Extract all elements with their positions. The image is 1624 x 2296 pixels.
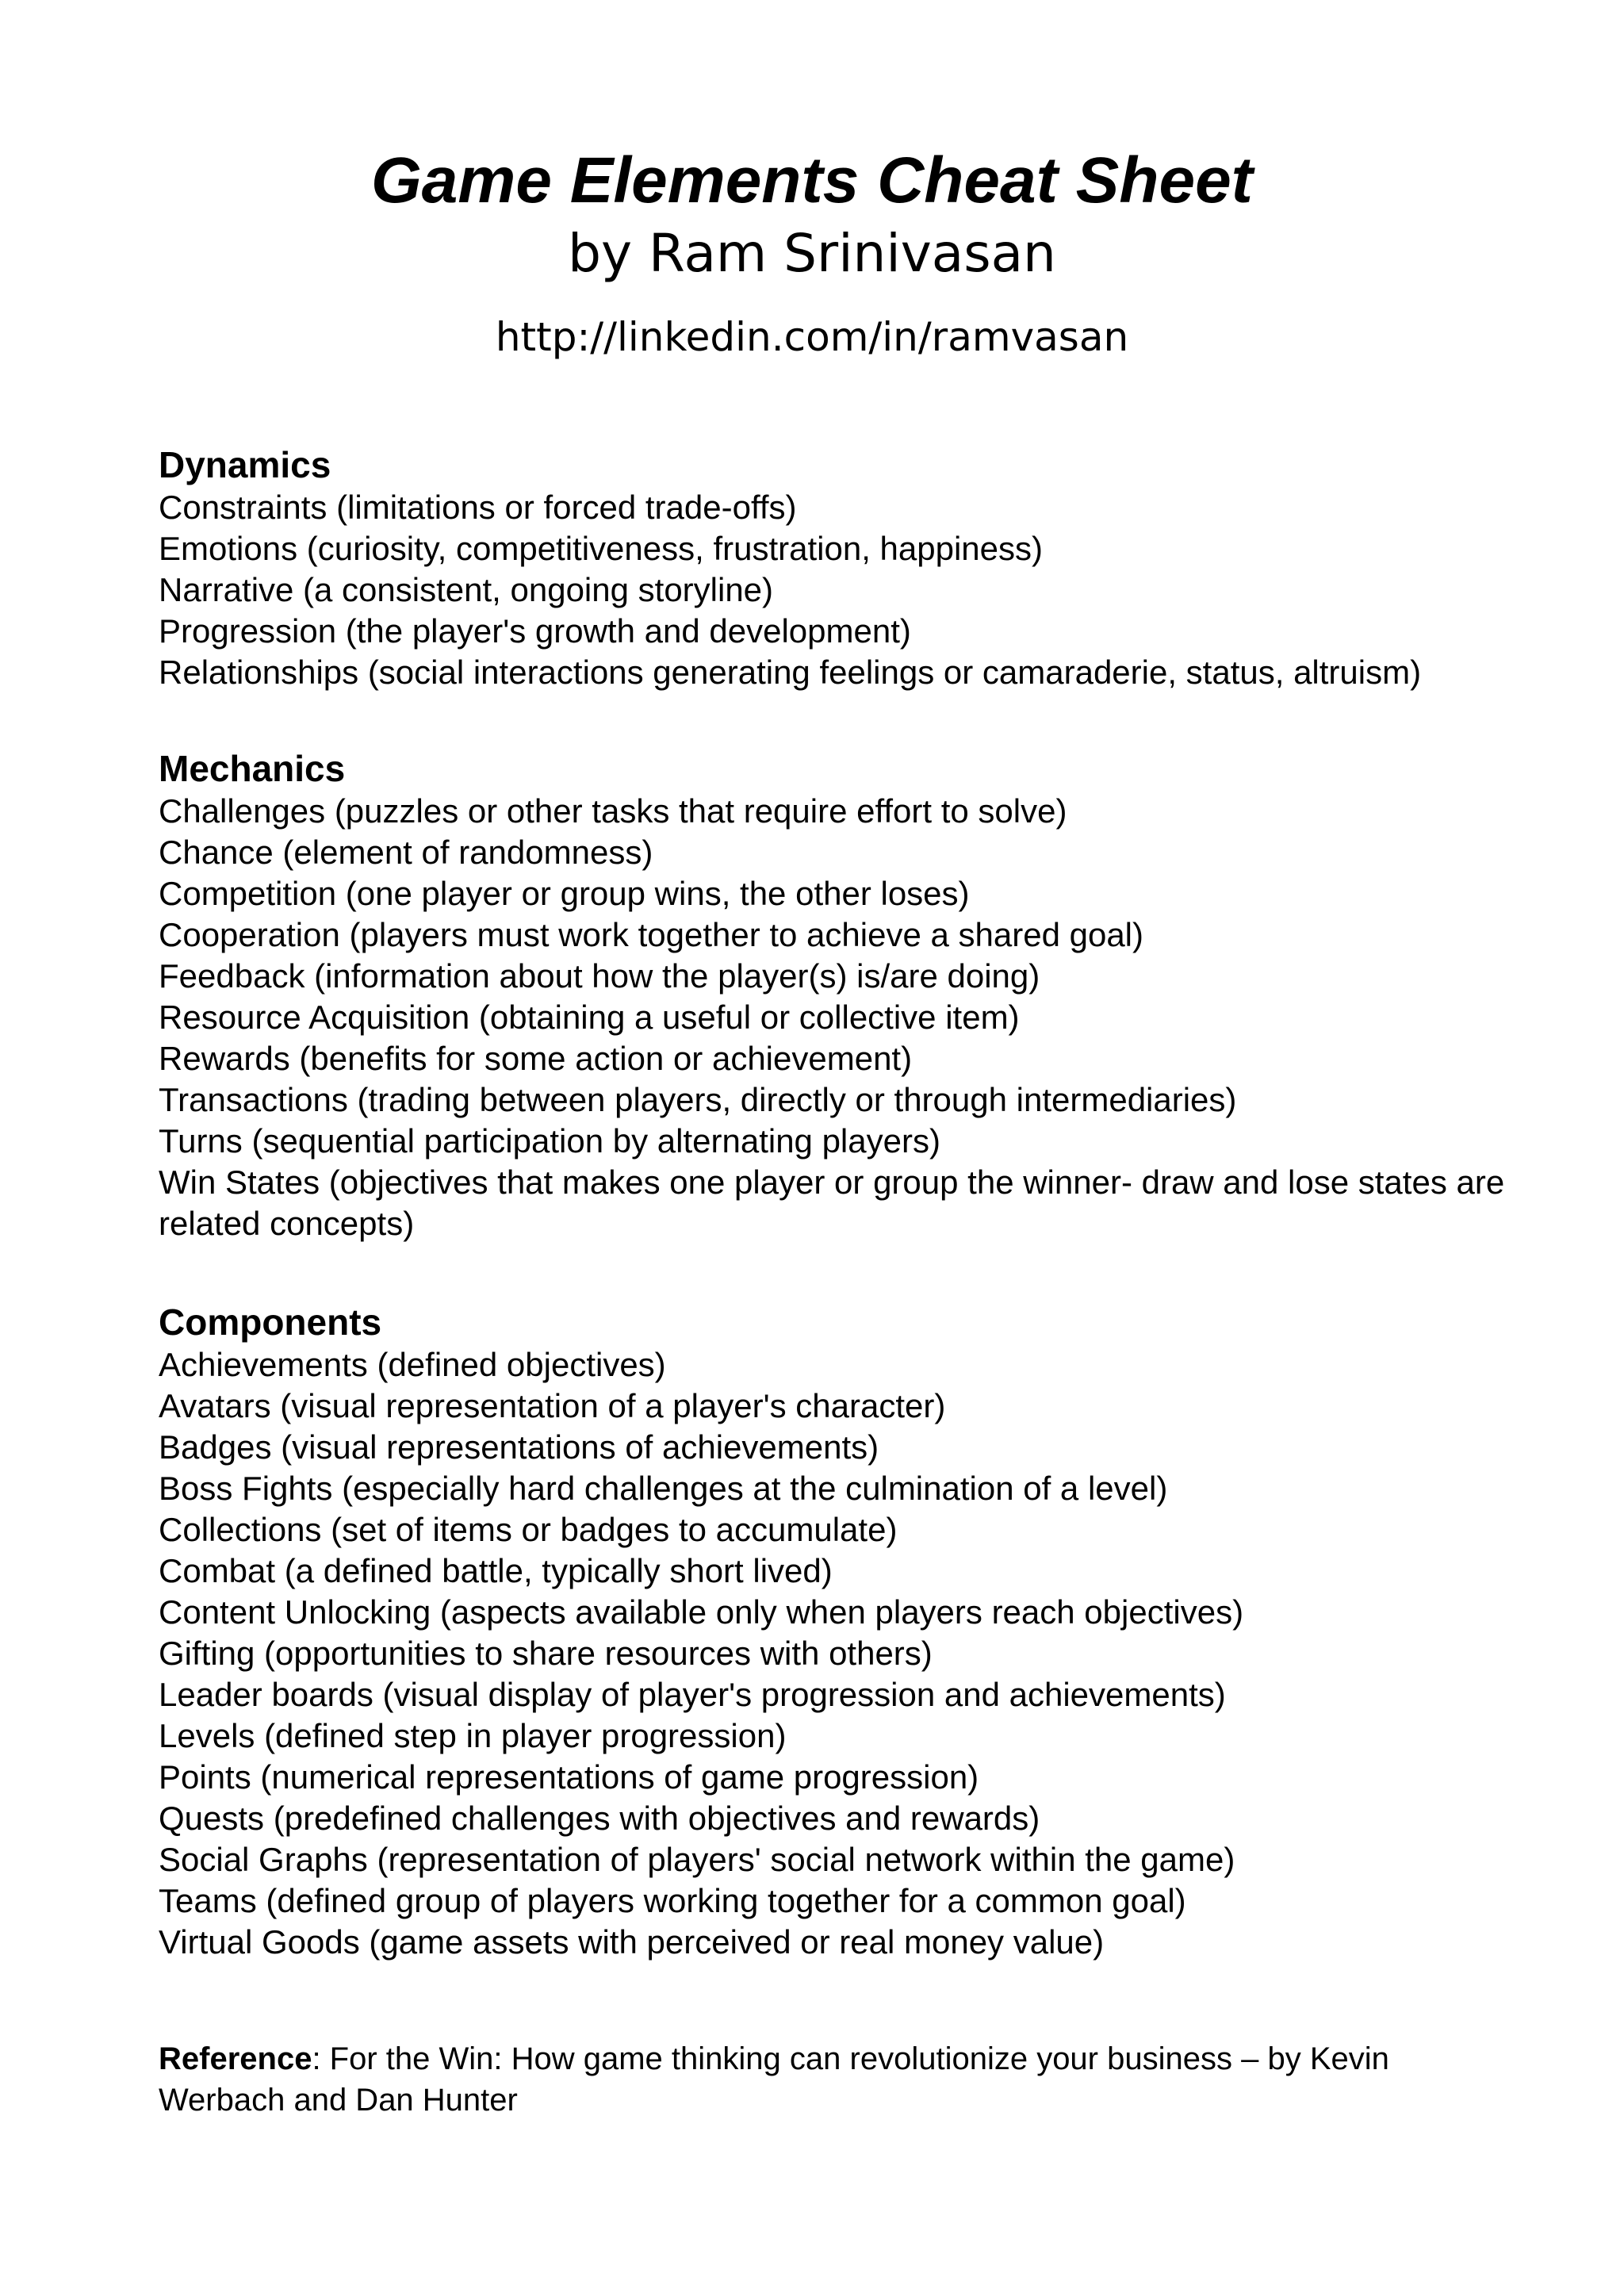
list-item: Win States (objectives that makes one player or group the winner- draw and lose states are related concepts) bbox=[159, 1163, 1505, 1242]
page-title: Game Elements Cheat Sheet bbox=[371, 144, 1253, 217]
section-list bbox=[159, 1344, 1522, 1963]
section-components bbox=[159, 1298, 1522, 1963]
section-list bbox=[159, 791, 1522, 1244]
section-mechanics bbox=[159, 745, 1522, 1244]
list-item: Achievements (defined objectives) bbox=[159, 1346, 666, 1383]
list-item: Feedback (information about how the player(s) is/are doing) bbox=[159, 957, 1040, 995]
section-dynamics bbox=[159, 441, 1522, 693]
author-url: http://linkedin.com/in/ramvasan bbox=[495, 314, 1129, 360]
list-item: Badges (visual representations of achievements) bbox=[159, 1428, 879, 1466]
reference-text: : For the Win: How game thinking can revolutionize your business – by Kevin Werbach and Dan Hunter bbox=[159, 2041, 1389, 2118]
list-item: Combat (a defined battle, typically short lived) bbox=[159, 1552, 833, 1589]
reference-note bbox=[159, 2038, 1507, 2121]
list-item: Emotions (curiosity, competitiveness, frustration, happiness) bbox=[159, 530, 1044, 567]
list-item: Resource Acquisition (obtaining a useful or collective item) bbox=[159, 999, 1020, 1036]
list-item: Challenges (puzzles or other tasks that require effort to solve) bbox=[159, 792, 1067, 830]
list-item: Collections (set of items or badges to accumulate) bbox=[159, 1511, 898, 1548]
list-item: Rewards (benefits for some action or achievement) bbox=[159, 1040, 913, 1077]
list-item: Chance (element of randomness) bbox=[159, 834, 653, 871]
list-item: Virtual Goods (game assets with perceived or real money value) bbox=[159, 1923, 1105, 1961]
list-item: Leader boards (visual display of player's progression and achievements) bbox=[159, 1676, 1226, 1713]
list-item: Transactions (trading between players, directly or through intermediaries) bbox=[159, 1081, 1237, 1118]
list-item: Narrative (a consistent, ongoing storyline) bbox=[159, 571, 774, 608]
list-item: Competition (one player or group wins, the other loses) bbox=[159, 875, 970, 912]
list-item: Avatars (visual representation of a player's character) bbox=[159, 1387, 946, 1424]
list-item: Gifting (opportunities to share resources with others) bbox=[159, 1635, 933, 1672]
section-list bbox=[159, 487, 1522, 693]
list-item: Points (numerical representations of game progression) bbox=[159, 1758, 979, 1796]
section-heading: Dynamics bbox=[159, 444, 331, 485]
list-item: Progression (the player's growth and development) bbox=[159, 612, 911, 650]
section-heading: Components bbox=[159, 1301, 382, 1343]
list-item: Constraints (limitations or forced trade-offs) bbox=[159, 489, 797, 526]
list-item: Boss Fights (especially hard challenges at the culmination of a level) bbox=[159, 1470, 1168, 1507]
list-item: Content Unlocking (aspects available only when players reach objectives) bbox=[159, 1593, 1244, 1631]
list-item: Teams (defined group of players working together for a common goal) bbox=[159, 1882, 1186, 1919]
author-byline: by Ram Srinivasan bbox=[568, 223, 1056, 284]
list-item: Turns (sequential participation by alternating players) bbox=[159, 1122, 940, 1159]
list-item: Social Graphs (representation of players' social network within the game) bbox=[159, 1841, 1235, 1878]
list-item: Levels (defined step in player progression) bbox=[159, 1717, 787, 1754]
section-heading: Mechanics bbox=[159, 748, 346, 789]
list-item: Quests (predefined challenges with objectives and rewards) bbox=[159, 1800, 1040, 1837]
list-item: Relationships (social interactions generating feelings or camaraderie, status, altruism) bbox=[159, 654, 1422, 691]
list-item: Cooperation (players must work together to achieve a shared goal) bbox=[159, 916, 1143, 953]
reference-label: Reference bbox=[159, 2041, 312, 2076]
